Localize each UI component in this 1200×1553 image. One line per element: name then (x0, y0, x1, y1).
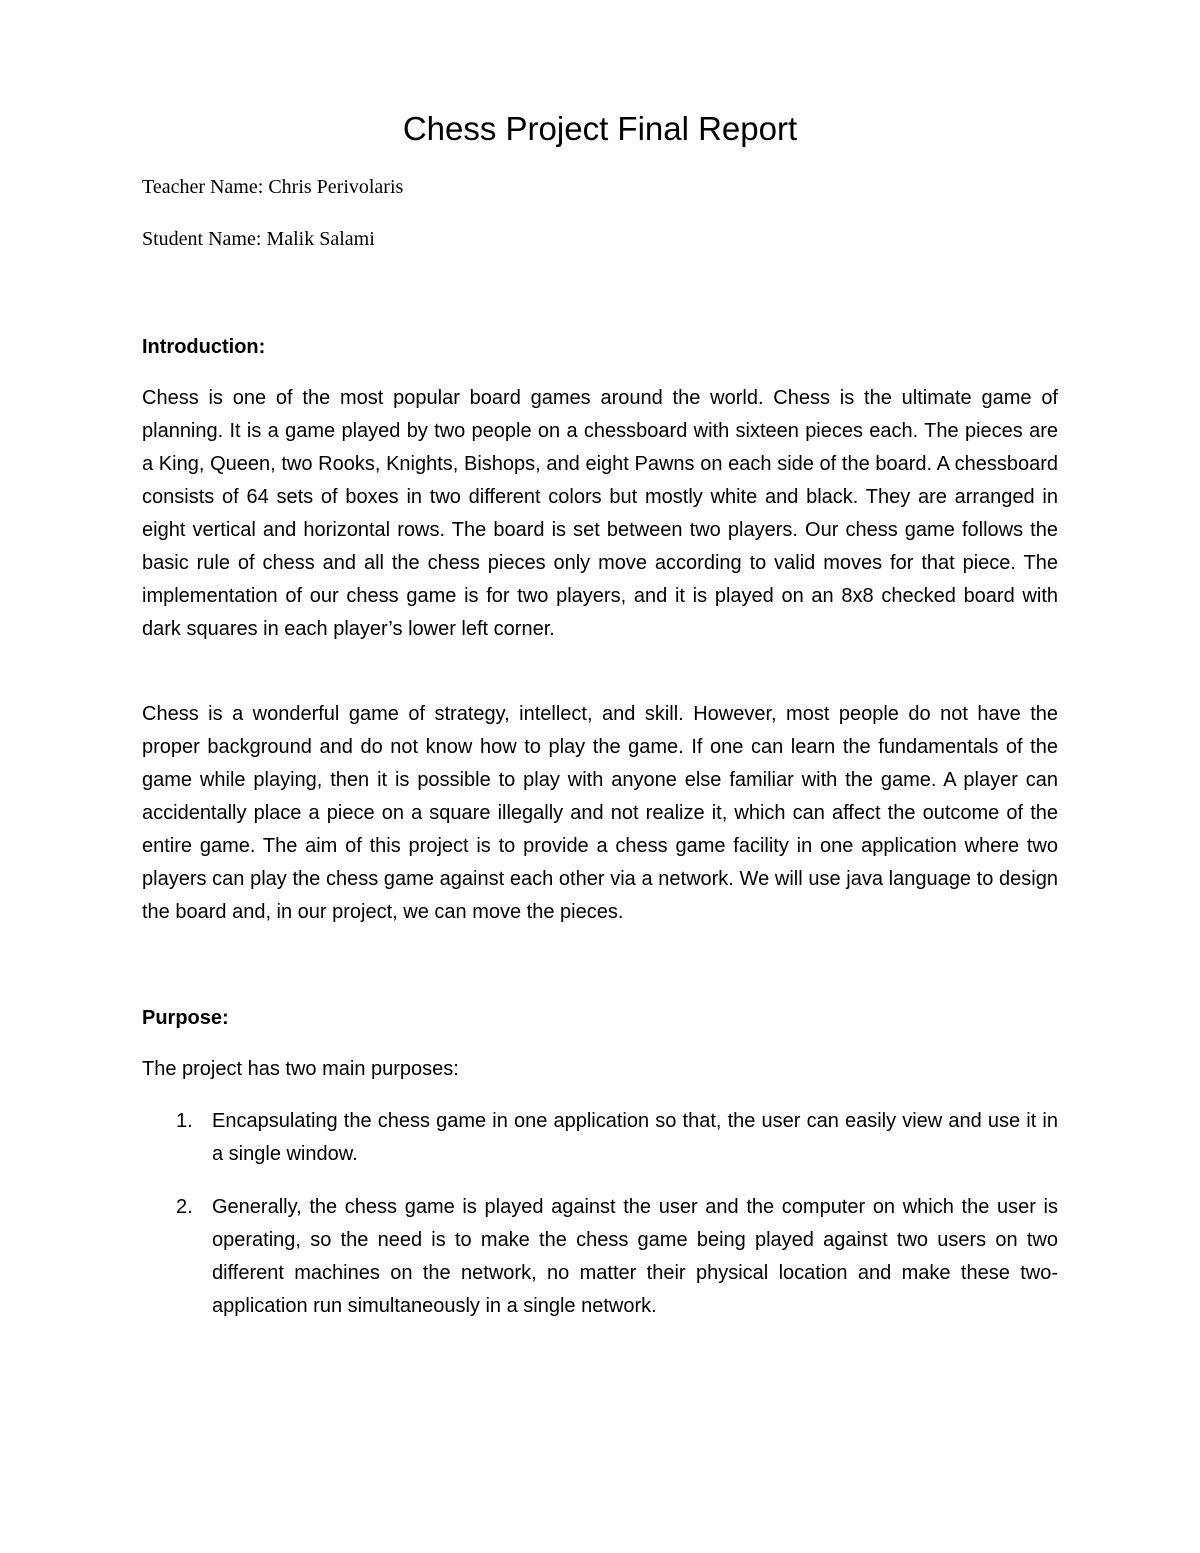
introduction-paragraph-1: Chess is one of the most popular board games around the world. Chess is the ultimate game of planning. It is a game played by two people on a chessboard with sixteen pieces each. The pieces are a King, Queen, two Rooks, Knights, Bishops, and eight Pawns on each side of the board. A chessboard consists of 64 sets of boxes in two different colors but mostly white and black. They are arranged in eight vertical and horizontal rows. The board is set between two players. Our chess game follows the basic rule of chess and all the chess pieces only move according to valid moves for that piece. The implementation of our chess game is for two players, and it is played on an 8x8 checked board with dark squares in each player’s lower left corner. (142, 387, 1058, 640)
list-item-text: Encapsulating the chess game in one application so that, the user can easily view and use it in a single window. (212, 1110, 1058, 1165)
introduction-paragraph-2: Chess is a wonderful game of strategy, intellect, and skill. However, most people do not have the proper background and do not know how to play the game. If one can learn the fundamentals of the game while playing, then it is possible to play with anyone else familiar with the game. A player can accidentally place a piece on a square illegally and not realize it, which can affect the outcome of the entire game. The aim of this project is to provide a chess game facility in one application where two players can play the chess game against each other via a network. We will use java language to design the board and, in our project, we can move the pieces. (142, 703, 1058, 923)
purpose-list (142, 1105, 1058, 1343)
student-name-line (142, 226, 375, 252)
list-item-number: 1. (176, 1110, 193, 1132)
list-item (142, 1105, 1058, 1171)
teacher-name-value: Chris Perivolaris (268, 176, 404, 198)
teacher-name-label: Teacher Name: (142, 176, 264, 198)
document-title: Chess Project Final Report (402, 110, 798, 147)
purpose-heading: Purpose: (142, 1007, 229, 1029)
student-name-value: Malik Salami (266, 228, 375, 250)
list-item-number: 2. (176, 1196, 193, 1218)
list-item (142, 1191, 1058, 1323)
student-name-label: Student Name: (142, 228, 262, 250)
list-item-text: Generally, the chess game is played against the user and the computer on which the user is operating, so the need is to make the chess game being played against two users on two different machines on the network, no matter their physical location and make these two-application run simultaneously in a single network. (212, 1196, 1058, 1317)
introduction-heading: Introduction: (142, 336, 266, 358)
teacher-name-line (142, 174, 403, 200)
purpose-intro: The project has two main purposes: (142, 1058, 459, 1080)
